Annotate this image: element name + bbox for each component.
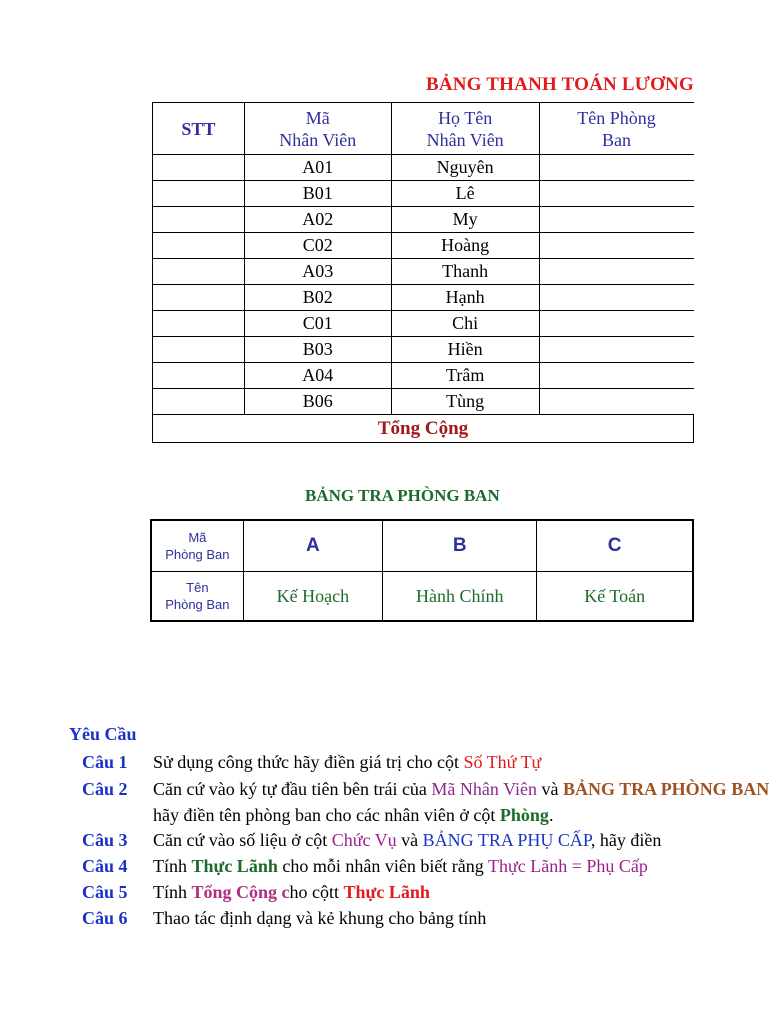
requirement-label: Câu 6: [82, 908, 128, 928]
cell-ten[interactable]: Hạnh: [391, 285, 539, 311]
lookup-department-name[interactable]: Kế Toán: [537, 572, 693, 622]
cell-ma[interactable]: C01: [244, 311, 391, 337]
highlight-thuc-lanh-red: Thực Lãnh: [343, 882, 430, 902]
cell-stt[interactable]: [153, 311, 245, 337]
cell-ten[interactable]: Thanh: [391, 259, 539, 285]
lookup-code-row: [151, 520, 693, 572]
header-ma-line2: Nhân Viên: [279, 129, 357, 150]
cell-phong-ban[interactable]: [539, 337, 693, 363]
text-run: cho mỗi nhân viên biết rằng: [277, 856, 488, 876]
text-run: Tính: [153, 856, 192, 876]
cell-stt[interactable]: [153, 259, 245, 285]
cell-ma[interactable]: B06: [244, 389, 391, 415]
cell-ten[interactable]: Nguyên: [391, 155, 539, 181]
lookup-code[interactable]: C: [537, 520, 693, 572]
cell-phong-ban[interactable]: [539, 311, 693, 337]
salary-table-header: [153, 103, 694, 155]
lookup-name-row: [151, 572, 693, 622]
header-ho-line1: Họ Tên: [438, 107, 493, 128]
cell-ten[interactable]: Hoàng: [391, 233, 539, 259]
lookup-name-label[interactable]: [151, 572, 243, 622]
requirement-text: [153, 827, 661, 853]
cell-phong-ban[interactable]: [539, 155, 693, 181]
cell-stt[interactable]: [153, 207, 245, 233]
text-run: Căn cứ vào ký tự đầu tiên bên trái của: [153, 779, 432, 799]
cell-ma[interactable]: A03: [244, 259, 391, 285]
highlight-chuc-vu: Chức Vụ: [331, 830, 397, 850]
table-row: [153, 311, 694, 337]
table-row: [153, 155, 694, 181]
requirement-label: Câu 4: [82, 856, 128, 876]
cell-stt[interactable]: [153, 337, 245, 363]
lookup-code-label[interactable]: [151, 520, 243, 572]
header-pb-line2: Ban: [602, 129, 632, 150]
text-run: .: [548, 805, 554, 825]
cell-ten[interactable]: Trâm: [391, 363, 539, 389]
lookup-name-label-l1: Tên: [186, 580, 209, 595]
cell-stt[interactable]: [153, 181, 245, 207]
cell-ma[interactable]: A04: [244, 363, 391, 389]
requirement-label: Câu 3: [82, 830, 128, 850]
header-pb-line1: Tên Phòng: [577, 107, 656, 128]
table-row: [153, 337, 694, 363]
text-run: Căn cứ vào số liệu ở cột: [153, 830, 332, 850]
cell-stt[interactable]: [153, 233, 245, 259]
cell-ten[interactable]: Lê: [391, 181, 539, 207]
requirement-label: Câu 2: [82, 779, 128, 799]
text-run: t: [334, 882, 344, 902]
cell-ten[interactable]: Hiền: [391, 337, 539, 363]
cell-ten[interactable]: My: [391, 207, 539, 233]
salary-table: [152, 102, 694, 443]
table-row: [153, 207, 694, 233]
cell-phong-ban[interactable]: [539, 389, 693, 415]
cell-phong-ban[interactable]: [539, 259, 693, 285]
highlight-tong-cong: Tổng Cộng c: [191, 882, 290, 902]
lookup-code-label-l2: Phòng Ban: [165, 547, 230, 562]
text-run: ho cột: [289, 882, 335, 902]
highlight-so-thu-tu: Số Thứ Tự: [463, 752, 542, 772]
header-ho-ten[interactable]: [391, 103, 539, 155]
lookup-code[interactable]: B: [383, 520, 537, 572]
cell-phong-ban[interactable]: [539, 233, 693, 259]
requirement-text: [153, 776, 769, 802]
cell-stt[interactable]: [153, 363, 245, 389]
text-run: và: [396, 830, 423, 850]
department-lookup-table: [150, 519, 694, 622]
main-table-title: BẢNG THANH TOÁN LƯƠNG: [426, 74, 694, 95]
cell-ma[interactable]: B01: [244, 181, 391, 207]
requirement-text: [153, 802, 553, 828]
highlight-phong: Phòng: [499, 805, 549, 825]
header-ma-nhan-vien[interactable]: [244, 103, 391, 155]
cell-ten[interactable]: Chi: [391, 311, 539, 337]
header-ho-line2: Nhân Viên: [426, 129, 504, 150]
lookup-code[interactable]: A: [243, 520, 382, 572]
cell-ma[interactable]: A02: [244, 207, 391, 233]
cell-ten[interactable]: Tùng: [391, 389, 539, 415]
cell-phong-ban[interactable]: [539, 285, 693, 311]
requirements-heading: Yêu Cầu: [69, 724, 137, 744]
highlight-thuc-lanh: Thực Lãnh: [191, 856, 278, 876]
cell-stt[interactable]: [153, 389, 245, 415]
highlight-bang-tra: BẢNG TRA PHÒNG BAN: [563, 779, 769, 799]
requirement-text: [153, 853, 648, 879]
total-label[interactable]: Tổng Cộng: [153, 415, 694, 443]
text-run: và: [537, 779, 563, 799]
requirement-text: [153, 749, 541, 775]
cell-phong-ban[interactable]: [539, 363, 693, 389]
highlight-formula: Thực Lãnh = Phụ Cấp: [487, 856, 648, 876]
cell-stt[interactable]: [153, 285, 245, 311]
lookup-code-label-l1: Mã: [188, 530, 207, 545]
requirement-text: Thao tác định dạng và kẻ khung cho bảng tính: [153, 908, 487, 928]
table-row: [153, 181, 694, 207]
table-row: [153, 259, 694, 285]
text-run: Sử dụng công thức hãy điền giá trị cho cột: [153, 752, 464, 772]
table-row: [153, 389, 694, 415]
text-run: , hãy điền: [590, 830, 662, 850]
lookup-name-label-l2: Phòng Ban: [165, 597, 230, 612]
cell-stt[interactable]: [153, 155, 245, 181]
text-run: hãy điền tên phòng ban cho các nhân viên ở cột: [153, 805, 500, 825]
table-row: [153, 233, 694, 259]
cell-ma[interactable]: B02: [244, 285, 391, 311]
requirement-text: [153, 879, 430, 905]
cell-ma[interactable]: A01: [244, 155, 391, 181]
lookup-department-name[interactable]: Hành Chính: [383, 572, 537, 622]
total-row: [153, 415, 694, 443]
cell-ma[interactable]: B03: [244, 337, 391, 363]
header-ma-line1: Mã: [305, 107, 330, 128]
header-ten-phong-ban[interactable]: [539, 103, 693, 155]
requirement-label: Câu 1: [82, 752, 128, 772]
table-row: [153, 363, 694, 389]
table-row: [153, 285, 694, 311]
highlight-bang-tra-phu-cap: BẢNG TRA PHỤ CẤP: [422, 830, 591, 850]
lookup-department-name[interactable]: Kế Hoạch: [243, 572, 382, 622]
highlight-ma-nhan-vien: Mã Nhân Viên: [431, 779, 537, 799]
lookup-table-title: BẢNG TRA PHÒNG BAN: [305, 486, 500, 505]
cell-phong-ban[interactable]: [539, 207, 693, 233]
cell-ma[interactable]: C02: [244, 233, 391, 259]
requirement-label: Câu 5: [82, 882, 128, 902]
cell-phong-ban[interactable]: [539, 181, 693, 207]
header-stt[interactable]: STT: [153, 103, 245, 155]
text-run: Tính: [153, 882, 192, 902]
